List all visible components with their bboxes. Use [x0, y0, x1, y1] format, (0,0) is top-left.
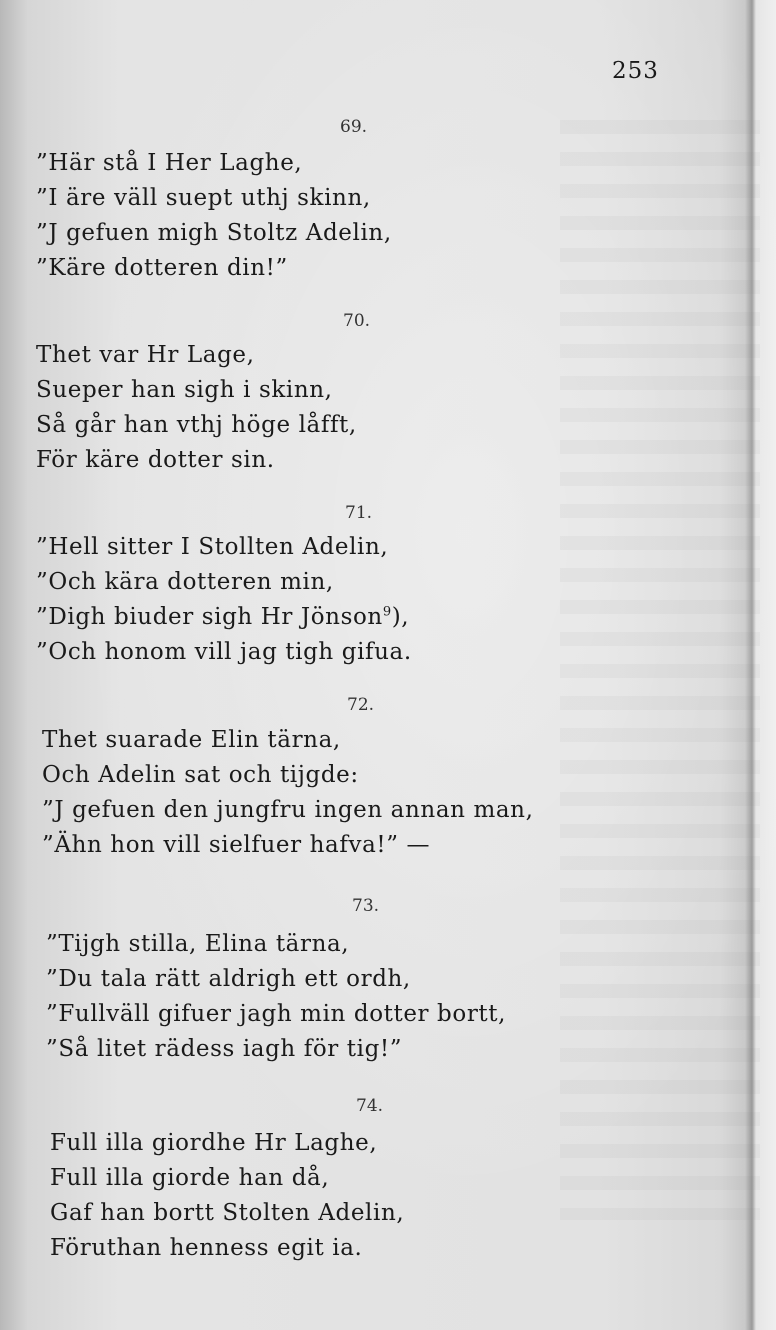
verse-line: Thet suarade Elin tärna, — [42, 727, 341, 753]
verse-line: Föruthan henness egit ia. — [50, 1235, 363, 1261]
page-number: 253 — [612, 58, 659, 84]
verse-line: ”Hell sitter I Stollten Adelin, — [36, 534, 389, 560]
verse-line: ”Och honom vill jag tigh gifua. — [36, 639, 412, 665]
stanza-number: 72. — [347, 695, 375, 715]
verse-line: Och Adelin sat och tijgde: — [42, 762, 359, 788]
verse-line: ”Ähn hon vill sielfuer hafva!” — — [42, 832, 431, 858]
verse-line-text: ”Digh biuder sigh Hr Jönson — [36, 604, 383, 630]
verse-line: ”Käre dotteren din!” — [36, 255, 288, 281]
verse-line: Thet var Hr Lage, — [36, 342, 255, 368]
stanza-number: 73. — [352, 896, 380, 916]
verse-line: Full illa giordhe Hr Laghe, — [50, 1130, 378, 1156]
verse-line-with-footnote — [36, 604, 409, 630]
verse-line: Full illa giorde han då, — [50, 1165, 330, 1191]
footnote-mark: 9 — [382, 604, 392, 620]
verse-line: ”J gefuen migh Stoltz Adelin, — [36, 220, 392, 246]
stanza-number: 70. — [343, 311, 371, 331]
verse-line: ”Och kära dotteren min, — [36, 569, 334, 595]
verse-line: Gaf han bortt Stolten Adelin, — [50, 1200, 405, 1226]
verse-line: ”Här stå I Her Laghe, — [36, 150, 303, 176]
stanza-number: 69. — [340, 117, 368, 137]
verse-line: För käre dotter sin. — [36, 447, 275, 473]
stanza-number: 74. — [356, 1096, 384, 1116]
verse-line: Så går han vthj höge låfft, — [36, 412, 357, 438]
show-through-text — [560, 120, 760, 1220]
verse-line: ”I äre väll suept uthj skinn, — [36, 185, 371, 211]
verse-line: ”Så litet rädess iagh för tig!” — [46, 1036, 403, 1062]
verse-line: ”Du tala rätt aldrigh ett ordh, — [46, 966, 411, 992]
stanza-number: 71. — [345, 503, 373, 523]
verse-line: ”Fullväll gifuer jagh min dotter bortt, — [46, 1001, 507, 1027]
verse-line: ”J gefuen den jungfru ingen annan man, — [42, 797, 534, 823]
verse-line: Sueper han sigh i skinn, — [36, 377, 333, 403]
footnote-suffix: ), — [391, 604, 410, 630]
verse-line: ”Tijgh stilla, Elina tärna, — [46, 931, 350, 957]
